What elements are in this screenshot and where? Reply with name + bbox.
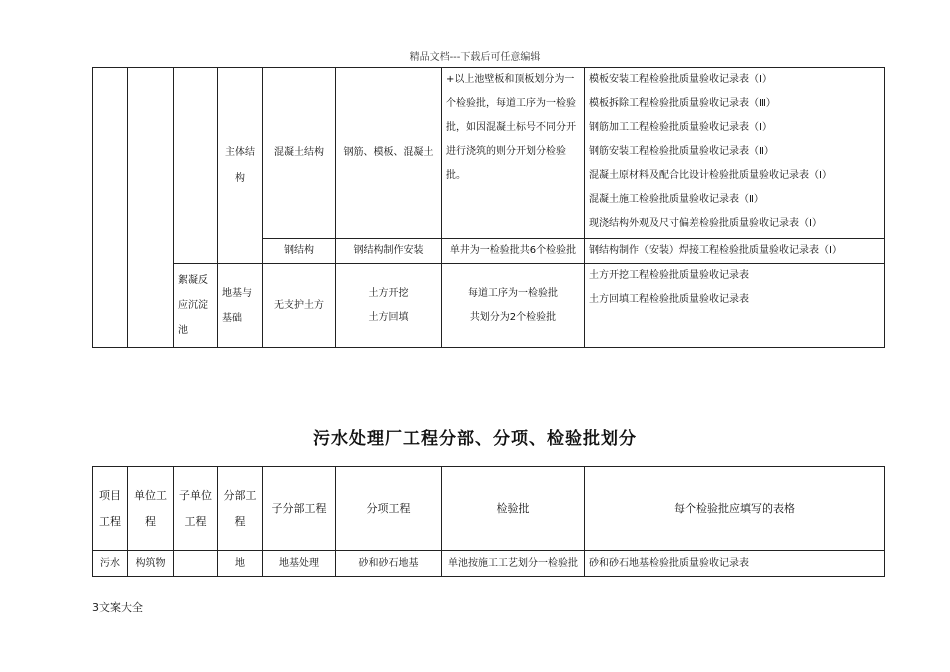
division-table-continued [92, 67, 885, 348]
division-foundation: 地基与基础 [218, 264, 263, 348]
form-steel: 钢结构制作（安装）焊接工程检验批质量验收记录表（Ⅰ） [585, 239, 885, 264]
batch-line: 每道工序为一检验批 [468, 287, 558, 299]
header-division: 分部工程 [218, 467, 263, 551]
header-forms: 每个检验批应填写的表格 [585, 467, 885, 551]
header-subunit: 子单位工程 [174, 467, 218, 551]
subdivision-concrete-structure: 混凝土结构 [263, 68, 336, 239]
form-item: 混凝土施工检验批质量验收记录表（Ⅱ） [589, 194, 764, 205]
row-project: 污水 [93, 551, 128, 577]
subunit-cell [174, 68, 218, 264]
earthwork-item: 土方开挖 [368, 287, 409, 299]
row-subdivision: 地基处理 [263, 551, 336, 577]
header-project: 项目工程 [93, 467, 128, 551]
row-division: 地 [218, 551, 263, 577]
form-item: 现浇结构外观及尺寸偏差检验批质量验收记录表（Ⅰ） [589, 218, 822, 229]
row-batch: 单池按施工工艺划分一检验批 [442, 551, 585, 577]
batch-line: 共划分为2个检验批 [469, 311, 557, 323]
form-item: 土方回填工程检验批质量验收记录表 [589, 294, 749, 305]
division-table [92, 466, 885, 577]
page-header-note: 精品文档---下载后可任意编辑 [409, 52, 541, 63]
header-batch: 检验批 [442, 467, 585, 551]
row-unit: 构筑物 [128, 551, 174, 577]
earthwork-item: 土方回填 [368, 311, 409, 323]
unit-cell [128, 68, 174, 348]
form-item: 钢筋安装工程检验批质量验收记录表（Ⅱ） [589, 146, 774, 157]
item-steel: 钢结构制作安装 [336, 239, 442, 264]
subdivision-earthwork: 无支护土方 [263, 264, 336, 348]
item-earthwork [336, 264, 442, 348]
form-item: 模板拆除工程检验批质量验收记录表（Ⅲ） [589, 98, 776, 109]
form-item: 混凝土原材料及配合比设计检验批质量验收记录表（Ⅰ） [589, 170, 832, 181]
batch-steel: 单井为一检验批共6个检验批 [442, 239, 585, 264]
form-item: 土方开挖工程检验批质量验收记录表 [589, 270, 749, 281]
header-unit: 单位工程 [128, 467, 174, 551]
row-form: 砂和砂石地基检验批质量验收记录表 [585, 551, 885, 577]
item-concrete: 钢筋、模板、混凝土 [336, 68, 442, 239]
forms-earthwork [585, 264, 885, 348]
row-item: 砂和砂石地基 [336, 551, 442, 577]
forms-concrete [585, 68, 885, 239]
form-item: 钢筋加工工程检验批质量验收记录表（Ⅰ） [589, 122, 772, 133]
section-title: 污水处理厂工程分部、分项、检验批划分 [313, 429, 637, 449]
tank-name: 絮凝反应沉淀池 [174, 264, 218, 348]
row-subunit [174, 551, 218, 577]
header-item: 分项工程 [336, 467, 442, 551]
subdivision-steel-structure: 钢结构 [263, 239, 336, 264]
batch-concrete: +以上池壁板和顶板划分为一个检验批，每道工序为一检验批，如因混凝土标号不同分开进行浇筑的则分开划分检验批。 [442, 68, 585, 239]
division-main-structure: 主体结构 [218, 68, 263, 264]
batch-earthwork [442, 264, 585, 348]
form-item: 模板安装工程检验批质量验收记录表（Ⅰ） [589, 74, 772, 85]
header-subdivision: 子分部工程 [263, 467, 336, 551]
page-footer-note: 3文案大全 [92, 601, 143, 614]
project-cell [93, 68, 128, 348]
